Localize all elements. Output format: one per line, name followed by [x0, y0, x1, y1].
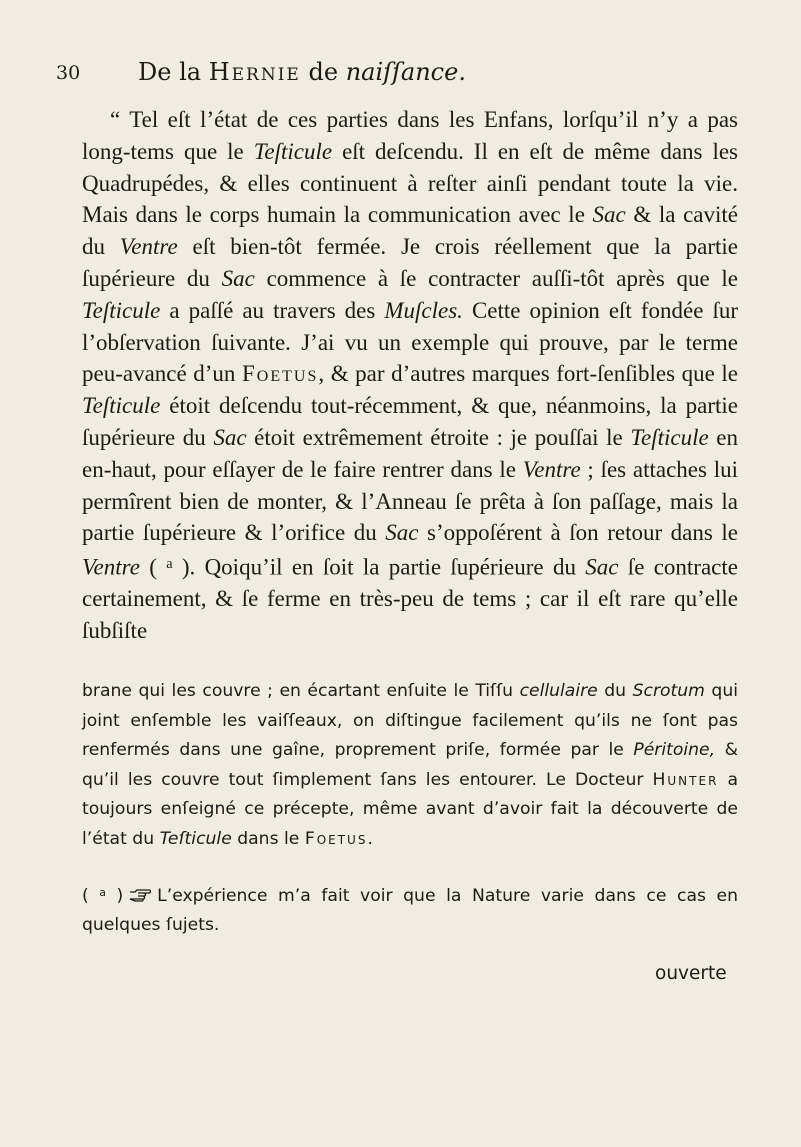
text-run: & qu’il les couvre tout ſimplement ſans les entourer. Le Docteur — [82, 740, 738, 790]
italic-term: Teſticule — [253, 138, 333, 164]
text-run: Cette opinion eſt fondée ſur l’obſervation ſuivante. J’ai vu un exemple qui prouve, par le terme peu-avancé d’un — [82, 297, 738, 387]
text-run: . — [367, 828, 373, 849]
italic-term: Sac — [585, 554, 619, 580]
title-prefix: De la — [138, 58, 202, 86]
text-run: eſt bien-tôt fermée. Je crois réellement que la partie ſupérieure du — [82, 234, 739, 291]
text-run: & la cavité du — [82, 202, 738, 260]
text-run: ). Qoiqu’il en ſoit la partie ſupérieure du — [172, 554, 586, 580]
italic-term: Teſticule — [630, 424, 709, 450]
text-run: s’oppoſérent à ſon retour dans le — [418, 520, 738, 546]
italic-term: Péritoine, — [633, 740, 716, 760]
running-title — [138, 58, 466, 86]
italic-term: Teſticule — [159, 828, 232, 849]
running-header — [56, 58, 756, 98]
italic-term: Sac — [221, 265, 255, 291]
text-run: commence à ſe contracter auſſi-tôt après que le — [254, 265, 738, 291]
italic-term: Scrotum — [632, 681, 705, 701]
italic-term: cellulaire — [519, 681, 598, 701]
text-run: étoit deſcendu tout-récemment, & que, néanmoins, la partie ſupérieure du — [82, 393, 738, 450]
text-run: “ Tel eſt l’état de ces parties dans les Enfans, lorſqu’il n’y a pas long-tems que le — [82, 107, 738, 164]
italic-term: Ventre — [522, 456, 581, 482]
main-paragraph — [82, 104, 738, 647]
footnote-reference: a — [166, 556, 173, 573]
text-run: eſt deſcendu. Il en eſt de même dans les Quadrupédes, & elles continuent à reſter ainſi pendant toute la vie. Mais dans le corps humain la communication avec le — [82, 138, 739, 228]
smallcaps-term: Foetus — [242, 361, 319, 387]
text-run: ; ſes attaches lui permîrent bien de monter, & l’Anneau ſe prêta à ſon paſſage, mais la partie ſupérieure & l’orifice du — [82, 456, 738, 546]
italic-term: Sac — [385, 520, 419, 546]
text-run: qui joint enſemble les vaiſſeaux, on diſtingue facilement qu’ils ne ſont pas renfermés dans une gaîne, proprement priſe, formée par le — [82, 681, 738, 760]
italic-term: Teſticule — [82, 297, 161, 323]
smallcaps-term: Hunter — [652, 769, 719, 790]
text-run: en en-haut, pour eſſayer de le faire rentrer dans le — [82, 424, 738, 482]
title-mid: de — [308, 58, 339, 86]
italic-term: Sac — [213, 424, 247, 450]
footnote-a — [82, 878, 738, 941]
page-number: 30 — [56, 62, 81, 84]
italic-term: Ventre — [119, 234, 178, 260]
text-run: a toujours enſeigné ce précepte, même avant d’avoir fait la découverte de l’état du — [82, 769, 738, 849]
footnote-continued — [82, 677, 738, 854]
italic-term: Ventre — [82, 554, 140, 580]
text-run: , & par d’autres marques fort-ſenſibles que le — [318, 361, 738, 387]
text-run: ſe contracte certainement, & ſe ferme en très-peu de tems ; car il eſt rare qu’elle ſubſiſte — [82, 554, 738, 644]
text-run: étoit extrêmement étroite : je pouſſai le — [246, 424, 631, 450]
italic-term: Muſcles. — [384, 297, 463, 323]
title-hernie: Hernie — [208, 58, 301, 86]
footnote-a-text: L’expérience m’a fait voir que la Nature varie dans ce cas en quelques ſujets. — [82, 885, 739, 936]
text-run: brane qui les couvre ; en écartant enſuite le Tiſſu — [82, 681, 520, 701]
title-naissance: naiſſance. — [345, 58, 466, 86]
italic-term: Teſticule — [82, 393, 161, 419]
text-run: dans le — [231, 828, 305, 849]
smallcaps-term: Foetus — [304, 828, 368, 849]
text-run: ( — [139, 554, 167, 580]
text-run: a paſſé au travers des — [160, 297, 385, 323]
footnote-a-marker: ( $^a$ ) — [82, 885, 124, 906]
italic-term: Sac — [592, 202, 626, 228]
catchword: ouverte — [655, 963, 727, 984]
pointing-hand-icon — [129, 888, 151, 902]
text-run: du — [597, 681, 633, 701]
